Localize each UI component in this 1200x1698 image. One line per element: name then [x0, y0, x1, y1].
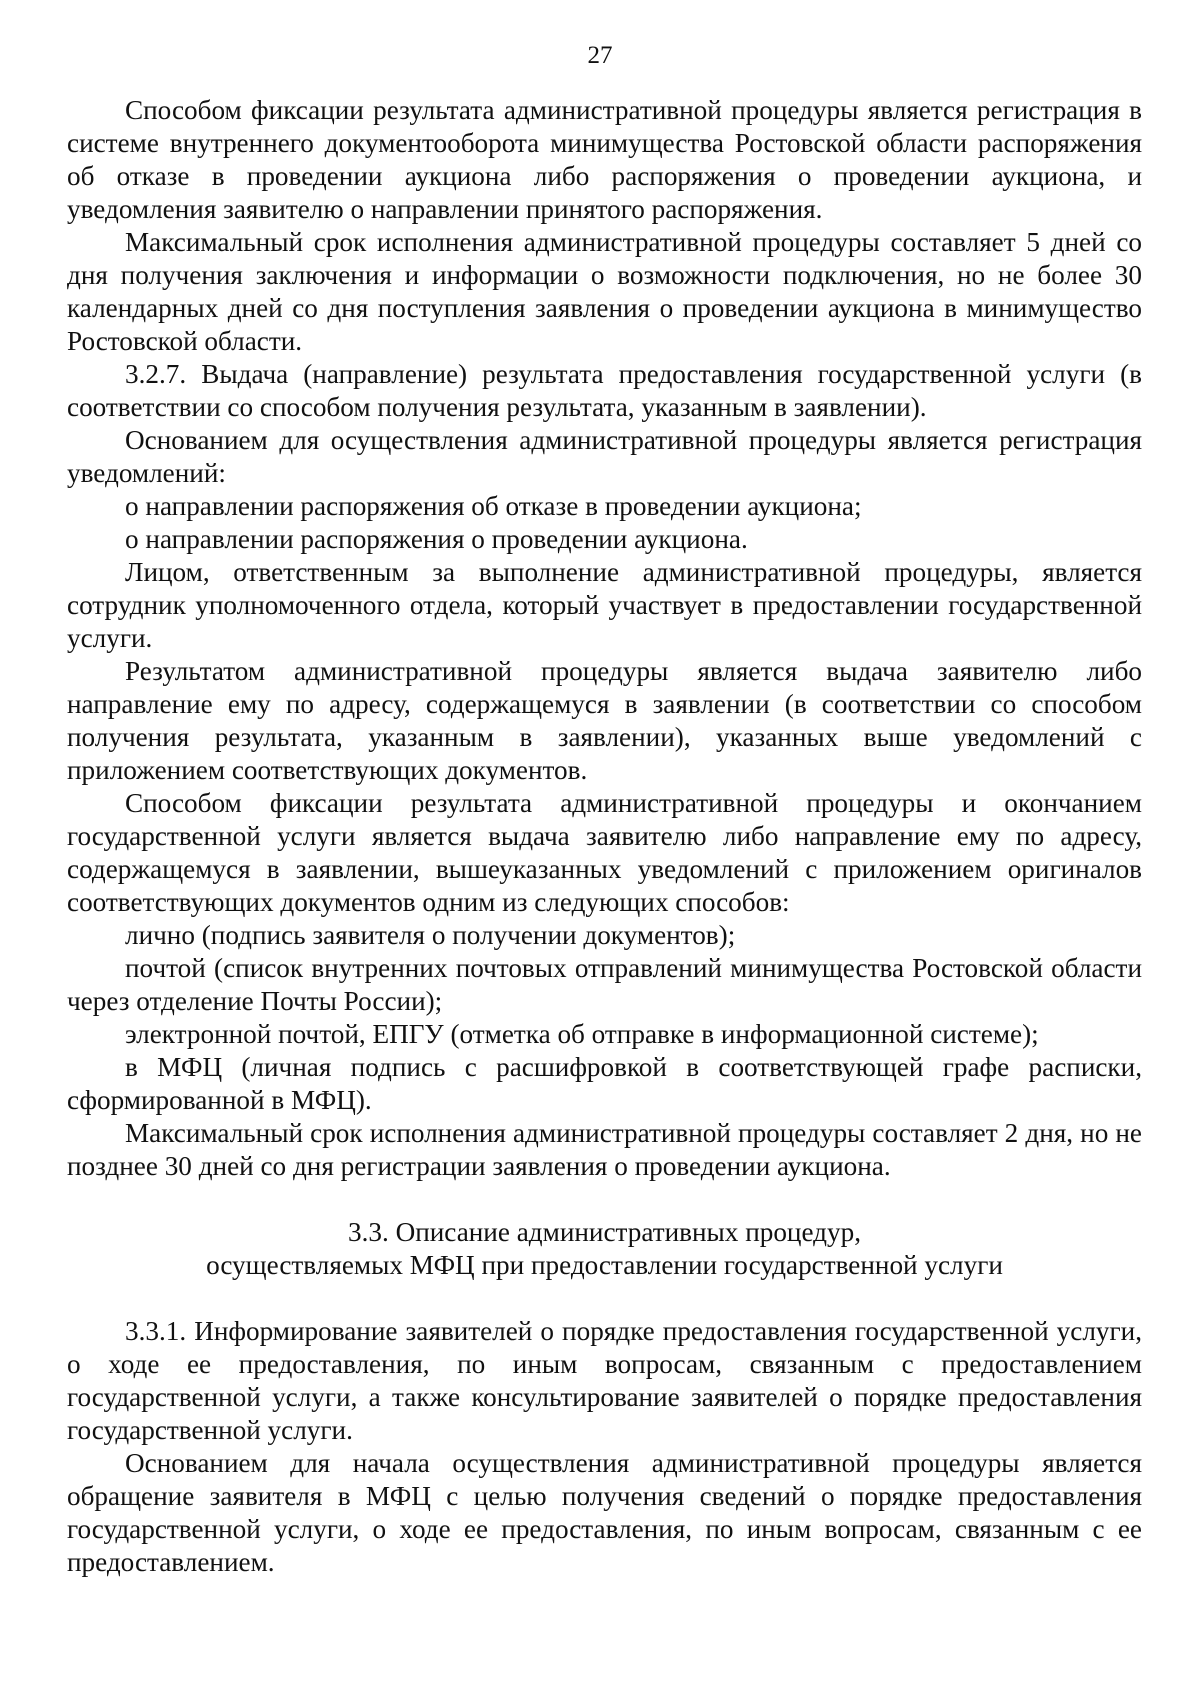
- paragraph: Лицом, ответственным за выполнение административной процедуры, является сотрудник уполномоченного отдела, который участвует в предоставлении государственной услуги.: [67, 557, 1142, 653]
- paragraph: Способом фиксации результата административной процедуры и окончанием государственной услуги является выдача заявителю либо направление ему по адресу, содержащемуся в заявлении, вышеуказанных уведомлений с приложением оригиналов соответствующих документов одним из следующих способов:: [67, 788, 1142, 917]
- paragraph: Максимальный срок исполнения административной процедуры составляет 5 дней со дня получения заключения и информации о возможности подключения, но не более 30 календарных дней со дня поступления заявления о проведении аукциона в минимущество Ростовской области.: [67, 227, 1142, 356]
- paragraph: Результатом административной процедуры является выдача заявителю либо направление ему по адресу, содержащемуся в заявлении (в соответствии со способом получения результата, указанным в заявлении), указанных выше уведомлений с приложением соответствующих документов.: [67, 656, 1142, 785]
- section-heading: [67, 1216, 1142, 1282]
- list-item: лично (подпись заявителя о получении документов);: [125, 920, 736, 950]
- document-body: [67, 94, 1142, 1579]
- section-heading-line: осуществляемых МФЦ при предоставлении государственной услуги: [206, 1250, 1003, 1280]
- list-item: о направлении распоряжения о проведении аукциона.: [125, 524, 748, 554]
- list-item: о направлении распоряжения об отказе в проведении аукциона;: [125, 491, 862, 521]
- paragraph: 3.2.7. Выдача (направление) результата предоставления государственной услуги (в соответствии со способом получения результата, указанным в заявлении).: [67, 359, 1142, 422]
- paragraph: Способом фиксации результата административной процедуры является регистрация в системе внутреннего документооборота минимущества Ростовской области распоряжения об отказе в проведении аукциона либо распоряжения о проведении аукциона, и уведомления заявителю о направлении принятого распоряжения.: [67, 95, 1142, 224]
- paragraph: Максимальный срок исполнения административной процедуры составляет 2 дня, но не позднее 30 дней со дня регистрации заявления о проведении аукциона.: [67, 1118, 1142, 1181]
- list-item: почтой (список внутренних почтовых отправлений минимущества Ростовской области через отделение Почты России);: [67, 953, 1142, 1016]
- page-number: 27: [587, 42, 613, 69]
- list-item: электронной почтой, ЕПГУ (отметка об отправке в информационной системе);: [125, 1019, 1039, 1049]
- list-item: в МФЦ (личная подпись с расшифровкой в соответствующей графе расписки, сформированной в МФЦ).: [67, 1052, 1142, 1115]
- paragraph: Основанием для осуществления административной процедуры является регистрация уведомлений:: [67, 425, 1142, 488]
- section-heading-line: 3.3. Описание административных процедур,: [347, 1217, 862, 1247]
- paragraph: 3.3.1. Информирование заявителей о порядке предоставления государственной услуги, о ходе ее предоставления, по иным вопросам, связанным с предоставлением государственной услуги, а также консультирование заявителей о порядке предоставления государственной услуги.: [67, 1316, 1142, 1445]
- paragraph: Основанием для начала осуществления административной процедуры является обращение заявителя в МФЦ с целью получения сведений о порядке предоставления государственной услуги, о ходе ее предоставления, по иным вопросам, связанным с ее предоставлением.: [67, 1448, 1142, 1577]
